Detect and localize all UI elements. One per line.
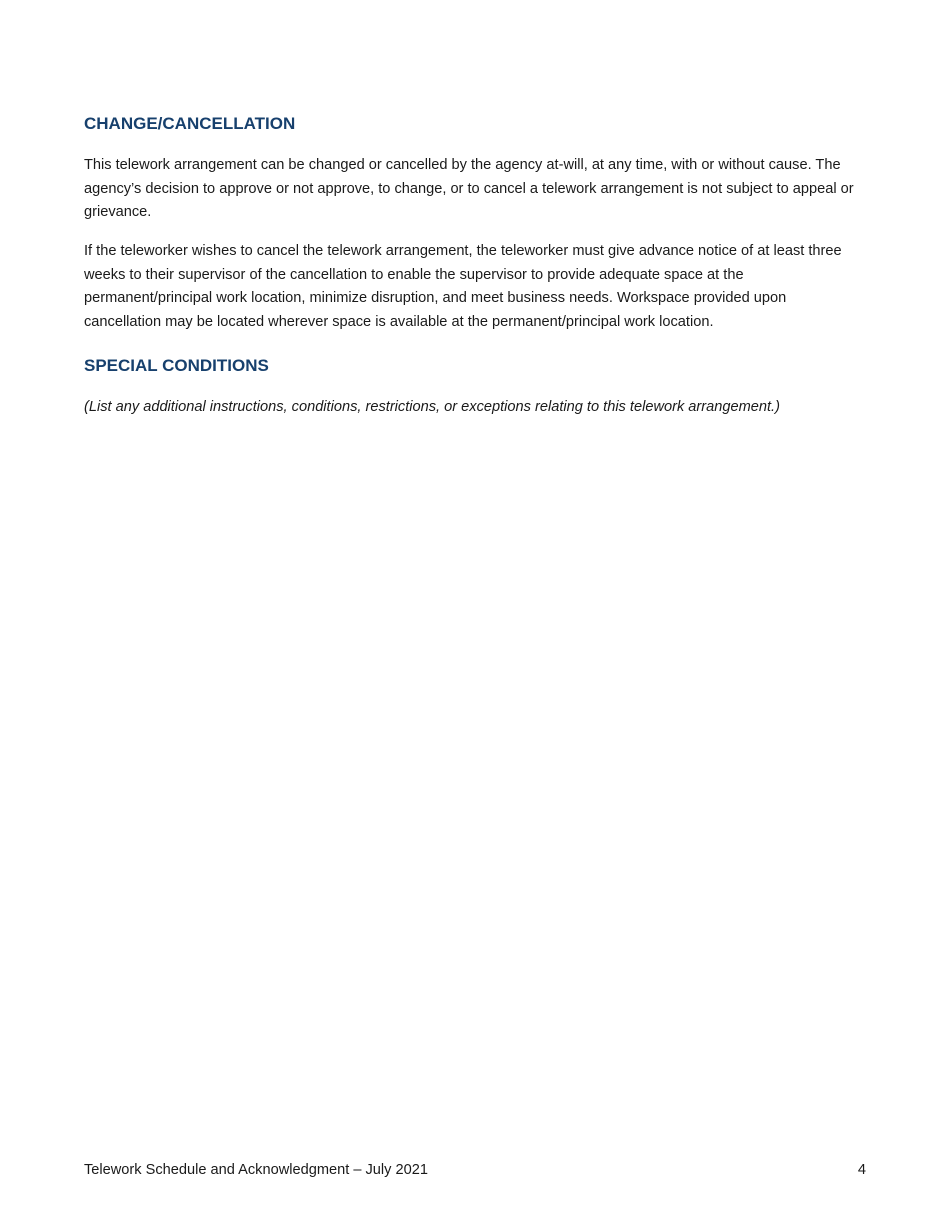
paragraph-change-policy: This telework arrangement can be changed or cancelled by the agency at-will, at any time, with or without cause. The agency’s decision to approve or not approve, to change, or to cancel a telework arrangement is not subject to appeal or grievance. [84, 157, 854, 220]
paragraph-special-conditions-instructions: (List any additional instructions, conditions, restrictions, or exceptions relating to this telework arrangement.) [84, 399, 780, 415]
paragraph-cancellation-notice: If the teleworker wishes to cancel the telework arrangement, the teleworker must give advance notice of at least three weeks to their supervisor of the cancellation to enable the supervisor to provide adequate space at the permanent/principal work location, minimize disruption, and meet business needs. Workspace provided upon cancellation may be located wherever space is available at the permanent/principal work location. [84, 243, 842, 330]
section-heading-change-cancellation: CHANGE/CANCELLATION [84, 114, 296, 133]
section-heading-special-conditions: SPECIAL CONDITIONS [84, 356, 269, 375]
page-footer [84, 1162, 866, 1182]
footer-document-title: Telework Schedule and Acknowledgment – July 2021 [84, 1162, 428, 1178]
footer-page-number: 4 [857, 1162, 866, 1178]
document-page [84, 0, 866, 1230]
